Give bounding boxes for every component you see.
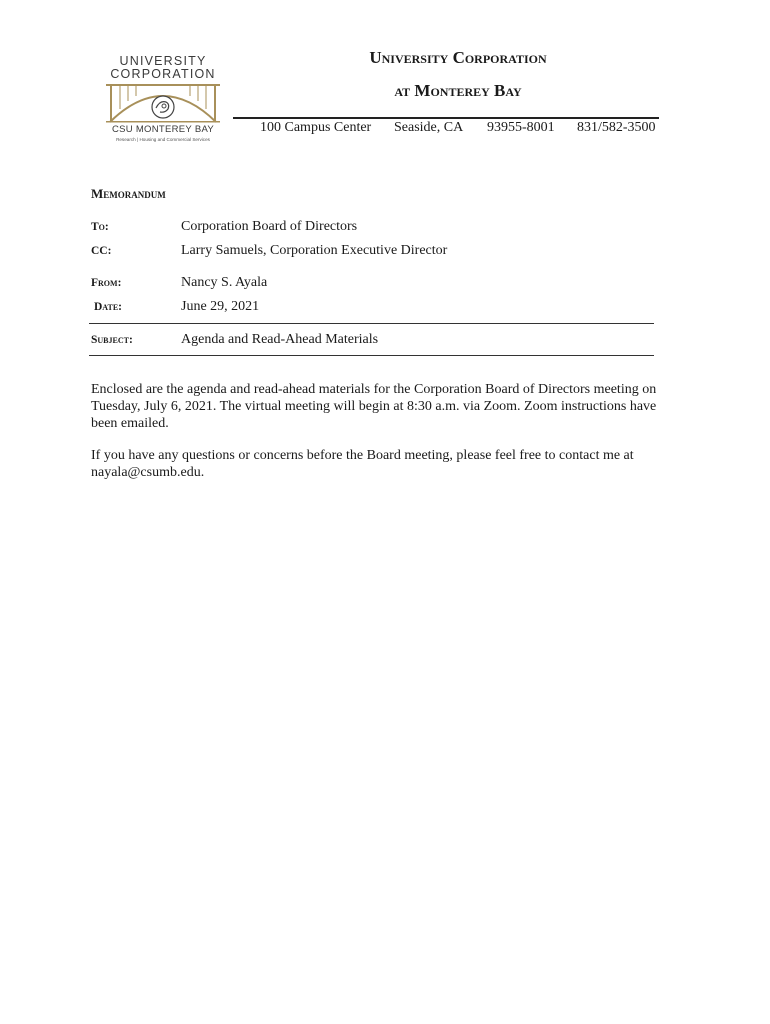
body-paragraph-1: Enclosed are the agenda and read-ahead materials for the Corporation Board of Directors meeting on Tuesday, July 6, 2021. The virtual meeting will begin at 8:30 a.m. via Zoom. Zoom instructions have been emailed. <box>91 382 657 431</box>
from-label: From: <box>91 277 122 289</box>
logo-text-university: UNIVERSITY <box>119 54 207 68</box>
subject-top-rule <box>89 323 654 324</box>
logo-tagline: Research | Housing and Commercial Services <box>116 137 210 142</box>
organization-name: University Corporation <box>369 48 547 67</box>
subject-value: Agenda and Read-Ahead Materials <box>181 332 379 347</box>
phone-number: 831/582-3500 <box>577 120 656 135</box>
memo-title: Memorandum <box>91 186 166 201</box>
from-value: Nancy S. Ayala <box>181 275 268 290</box>
logo-text-campus: CSU MONTEREY BAY <box>111 124 215 135</box>
cc-label: CC: <box>91 245 112 257</box>
subject-bottom-rule <box>89 355 654 356</box>
address-zip: 93955-8001 <box>487 120 555 135</box>
university-corporation-logo <box>104 52 222 146</box>
subject-label: Subject: <box>91 334 133 346</box>
organization-subtitle: at Monterey Bay <box>394 81 522 100</box>
address-street: 100 Campus Center <box>260 120 372 135</box>
date-value: June 29, 2021 <box>181 299 260 314</box>
cc-value: Larry Samuels, Corporation Executive Director <box>181 243 448 258</box>
date-label: Date: <box>94 301 122 313</box>
address-city: Seaside, CA <box>394 120 464 135</box>
letterhead-divider <box>233 117 659 119</box>
to-label: To: <box>91 221 109 233</box>
to-value: Corporation Board of Directors <box>181 219 358 234</box>
logo-text-corporation: CORPORATION <box>110 67 216 81</box>
body-paragraph-2: If you have any questions or concerns before the Board meeting, please feel free to contact me at nayala@csumb.edu. <box>91 448 634 480</box>
